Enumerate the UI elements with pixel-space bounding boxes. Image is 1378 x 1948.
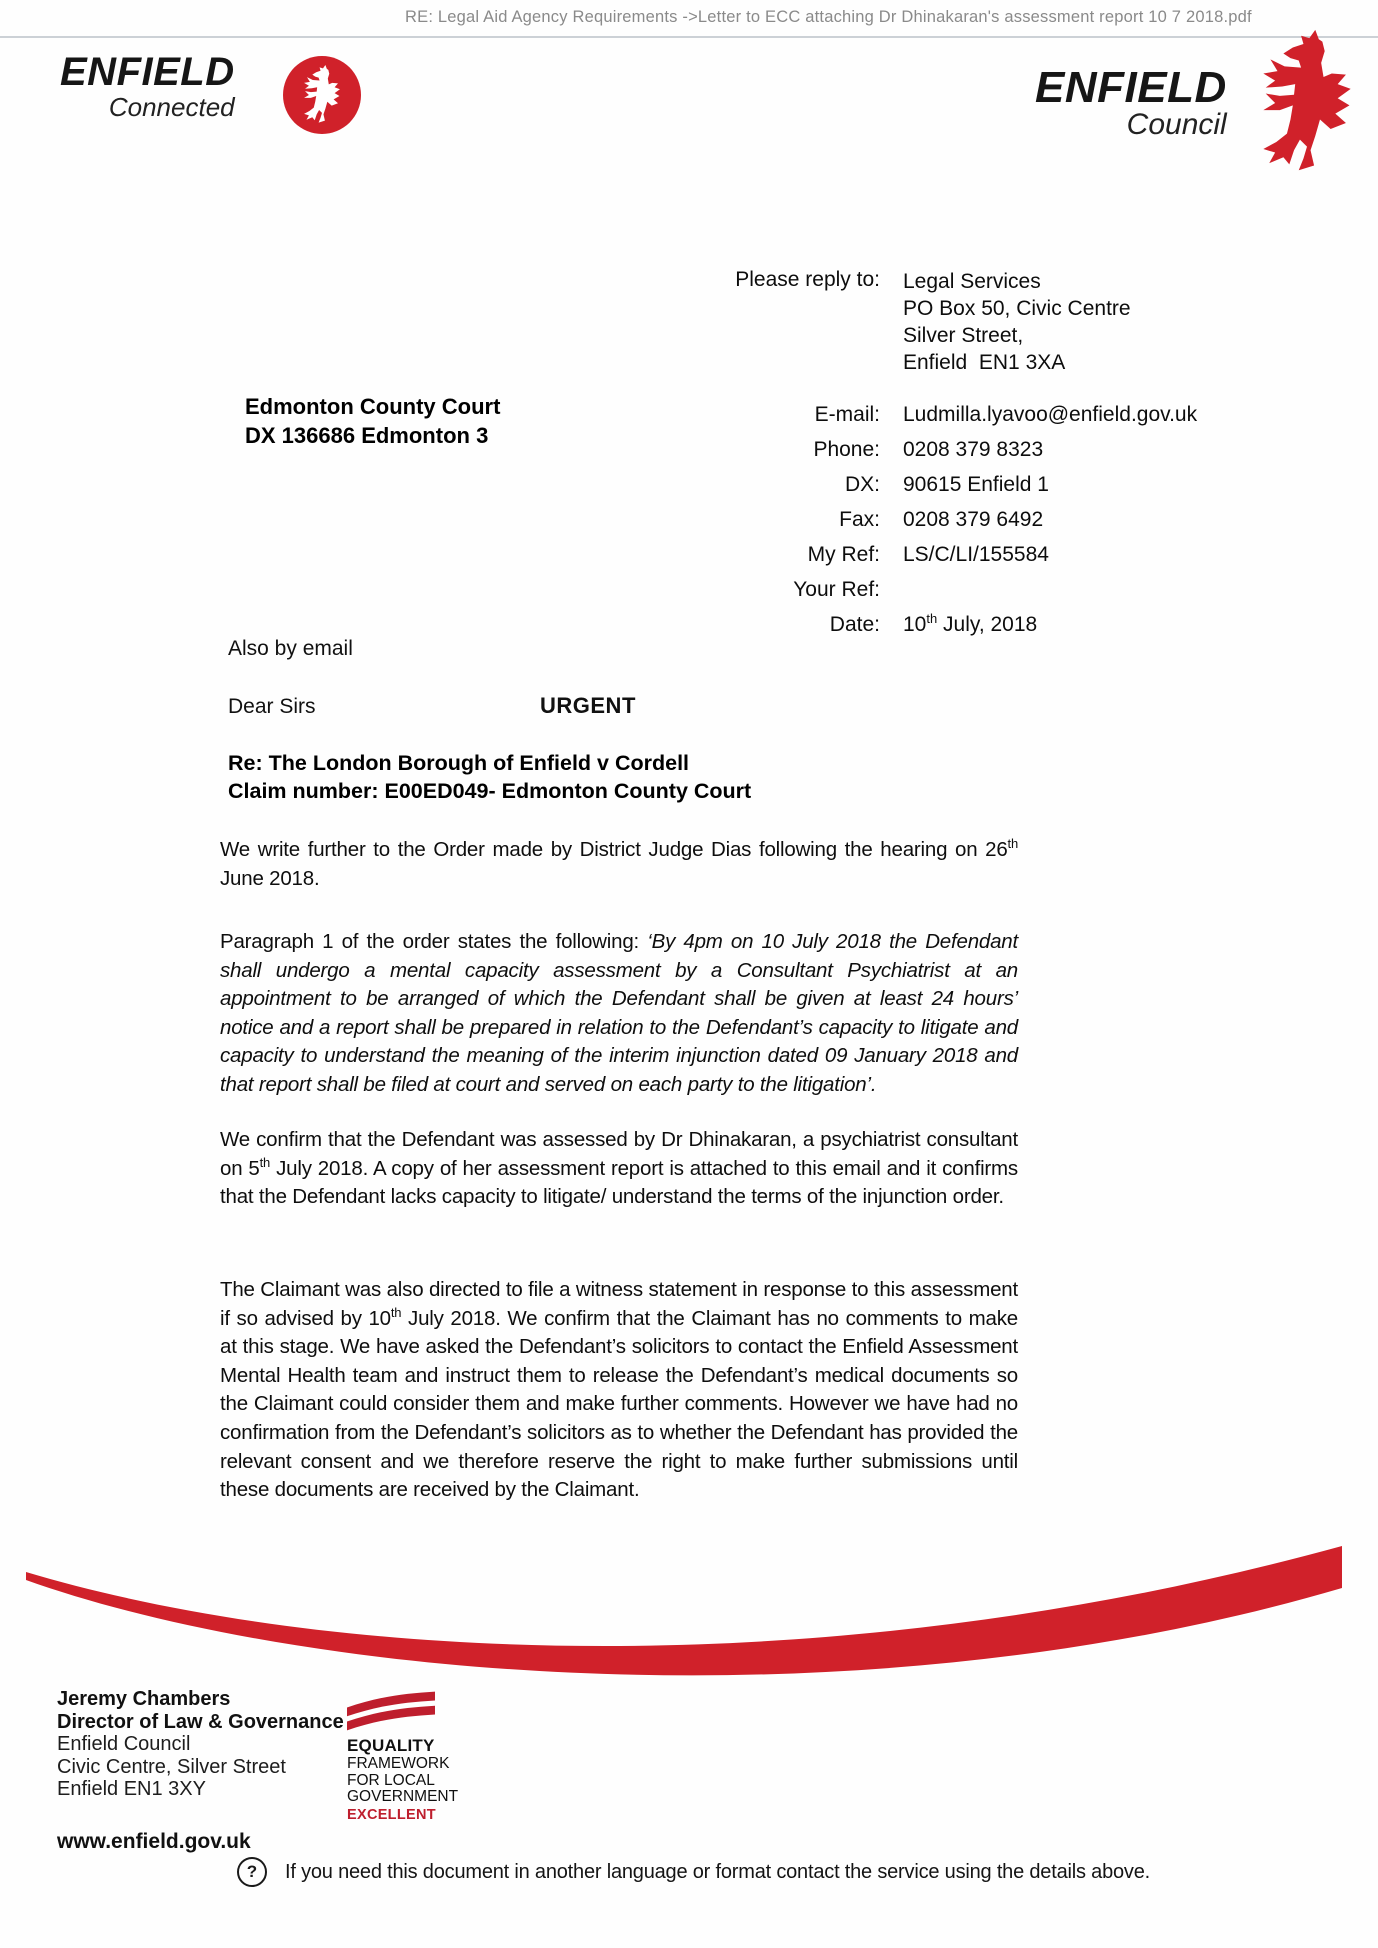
enfield-beast-badge [283, 56, 361, 134]
contact-row-date [560, 613, 1197, 637]
document-filename: RE: Legal Aid Agency Requirements ->Letter to ECC attaching Dr Dhinakaran's assessment report 10 7 2018.pdf [405, 8, 1252, 26]
recipient-address [245, 392, 500, 450]
signatory-address: Enfield EN1 3XY [57, 1778, 206, 1800]
ordinal-superscript: th [390, 1304, 402, 1320]
ordinal-superscript: th [1007, 836, 1018, 852]
equality-framework-logo [347, 1690, 507, 1823]
equality-title: EQUALITY [347, 1736, 435, 1755]
contact-label: My Ref: [807, 543, 880, 566]
fax-value: 0208 379 6492 [903, 508, 1044, 531]
website-text: www.enfield.gov.uk [57, 1830, 251, 1853]
contact-label: Fax: [839, 508, 880, 531]
date-ordinal: th [926, 611, 938, 626]
enfield-beast-icon [297, 64, 347, 126]
enfield-council-beast-icon [1248, 24, 1366, 182]
body-paragraph-1 [220, 836, 1018, 893]
contact-label: DX: [844, 473, 880, 496]
body-paragraph-2 [220, 928, 1018, 1100]
subject-heading [228, 749, 751, 805]
question-glyph: ? [246, 1862, 258, 1881]
reply-to-label: Please reply to: [735, 268, 880, 291]
contact-row-fax [560, 508, 1197, 532]
reply-to-line: Silver Street, [903, 324, 1024, 347]
contact-details [560, 403, 1197, 648]
date-day: 10 [903, 613, 927, 636]
order-quotation: ‘By 4pm on 10 July 2018 the Defendant shall undergo a mental capacity assessment by a Consultant Psychiatrist at an appointment to be arranged of which the Defendant shall be given at least 24 hours’ notice and a report shall be prepared in relation to the Defendant’s capacity to litigate and capacity to understand the meaning of the interim injunction dated 09 January 2018 and that report shall be filed at court and served on each party to the litigation’. [220, 930, 1019, 1096]
paragraph-text: July 2018. We confirm that the Claimant has no comments to make at this stage. We have asked the Defendant’s solicitors to contact the Enfield Assessment Mental Health team and instruct them to release the Defendant’s medical documents so the Claimant could consider them and make further comments. However we have had no confirmation from the Defendant’s solicitors as to whether the Defendant has provided the relevant consent and we therefore reserve the right to make further submissions until these documents are received by the Claimant. [220, 1306, 1018, 1502]
ordinal-superscript: th [259, 1154, 271, 1170]
paragraph-text: The Claimant was also directed to file a witness statement in response to this assessment if so advised by 10 [220, 1278, 1018, 1330]
header-divider [0, 36, 1378, 38]
contact-label: E-mail: [814, 403, 880, 426]
subject-line: Re: The London Borough of Enfield v Cordell [228, 751, 690, 775]
equality-stripes-icon [347, 1690, 435, 1732]
reply-to-line: Enfield EN1 3XA [903, 351, 1066, 374]
contact-label: Phone: [813, 438, 880, 461]
enfield-council-wordmark: ENFIELD [1035, 63, 1227, 112]
reply-to-address [903, 268, 1131, 376]
signature-block [57, 1688, 344, 1801]
language-note: If you need this document in another language or format contact the service using the details above. [285, 1861, 1150, 1883]
date-rest: July, 2018 [937, 613, 1038, 636]
paragraph-text: July 2018. A copy of her assessment report is attached to this email and it confirms that the Defendant lacks capacity to litigate/ understand the terms of the injunction order. [220, 1156, 1018, 1209]
dx-value: 90615 Enfield 1 [903, 473, 1049, 496]
salutation: Dear Sirs [228, 695, 316, 718]
paragraph-text: We write further to the Order made by District Judge Dias following the hearing on 26 [220, 838, 1008, 861]
enfield-council-subtitle: Council [1126, 108, 1227, 141]
paragraph-text: June 2018. [220, 866, 320, 890]
signatory-org: Enfield Council [57, 1733, 191, 1755]
paragraph-text: Paragraph 1 of the order states the following: [220, 930, 648, 953]
recipient-line: Edmonton County Court [245, 394, 501, 419]
contact-label: Date: [829, 613, 880, 636]
equality-line: GOVERNMENT [347, 1788, 459, 1805]
body-paragraph-4 [220, 1276, 1018, 1505]
signatory-role: Director of Law & Governance [57, 1710, 344, 1733]
contact-row-phone [560, 438, 1197, 462]
equality-line: FOR LOCAL [347, 1771, 435, 1789]
enfield-council-logo [1035, 63, 1227, 141]
my-ref-value: LS/C/LI/155584 [903, 543, 1049, 566]
contact-label: Your Ref: [793, 578, 880, 601]
reply-to-line: Legal Services [903, 270, 1041, 293]
question-mark-icon [237, 1857, 267, 1887]
signatory-name: Jeremy Chambers [57, 1688, 231, 1710]
reply-to-line: PO Box 50, Civic Centre [903, 297, 1131, 320]
contact-row-email [560, 403, 1197, 427]
email-value: Ludmilla.lyavoo@enfield.gov.uk [903, 403, 1198, 426]
enfield-connected-subtitle: Connected [108, 92, 235, 122]
footer-swoosh-graphic [0, 1538, 1378, 1698]
subject-line: Claim number: E00ED049- Edmonton County Court [228, 779, 752, 803]
enfield-connected-logo [60, 52, 235, 120]
contact-row-dx [560, 473, 1197, 497]
phone-value: 0208 379 8323 [903, 438, 1044, 461]
paragraph-text: We confirm that the Defendant was assessed by Dr Dhinakaran, a psychiatrist consultant on 5 [220, 1128, 1018, 1180]
body-paragraph-3 [220, 1126, 1018, 1212]
equality-line: FRAMEWORK [347, 1755, 450, 1772]
equality-excellent-label: EXCELLENT [347, 1806, 436, 1823]
signatory-address: Civic Centre, Silver Street [57, 1755, 286, 1778]
also-by-email-note: Also by email [228, 637, 353, 660]
contact-row-your-ref [560, 578, 1197, 602]
urgent-label: URGENT [540, 693, 636, 718]
contact-row-my-ref [560, 543, 1197, 567]
recipient-line: DX 136686 Edmonton 3 [245, 423, 489, 448]
enfield-connected-wordmark: ENFIELD [60, 50, 235, 94]
date-value [903, 613, 1037, 637]
